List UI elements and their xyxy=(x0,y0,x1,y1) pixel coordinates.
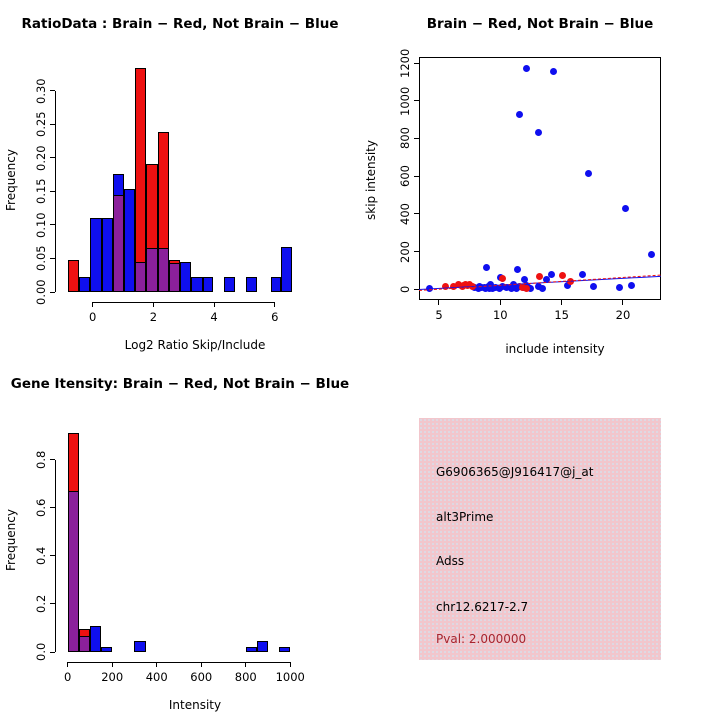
y-axis-tick xyxy=(50,292,55,293)
histogram-bar-blue xyxy=(246,647,257,652)
y-axis-tick-label: 0.0 xyxy=(34,642,48,662)
y-axis-tick-label: 1200 xyxy=(398,48,412,78)
histogram-bar-purple xyxy=(68,491,79,652)
chromosome-location-text: chr12.6217-2.7 xyxy=(436,600,529,614)
y-axis-line xyxy=(55,91,56,292)
x-axis-tick xyxy=(274,302,275,307)
scatter-point-blue xyxy=(622,205,629,212)
plot-frame xyxy=(419,57,661,300)
histogram-bar-red xyxy=(135,68,146,292)
y-axis-tick-label: 0.10 xyxy=(34,212,48,238)
histogram-bar-blue xyxy=(191,277,202,292)
histogram-bar-purple xyxy=(79,636,90,652)
scatter-point-blue xyxy=(648,251,655,258)
y-axis-tick-label: 0.20 xyxy=(34,145,48,171)
histogram-bar-purple xyxy=(135,262,146,292)
y-axis-tick xyxy=(50,258,55,259)
y-axis-tick xyxy=(50,507,55,508)
histogram-bar-blue xyxy=(203,277,214,292)
x-axis-tick-label: 5 xyxy=(435,308,443,322)
histogram-bar-blue xyxy=(271,277,282,292)
y-axis-label: skip intensity xyxy=(364,140,378,220)
y-axis-tick-label: 200 xyxy=(398,240,412,263)
gene-info-box xyxy=(419,418,661,660)
ratio-histogram-panel xyxy=(0,0,360,360)
x-axis-tick-label: 15 xyxy=(554,308,569,322)
scatter-point-blue xyxy=(585,170,592,177)
histogram-bar-blue xyxy=(134,641,145,652)
scatter-point-blue xyxy=(523,65,530,72)
scatter-point-red xyxy=(523,285,530,292)
x-axis-label: Log2 Ratio Skip/Include xyxy=(124,338,266,352)
x-axis-tick xyxy=(153,302,154,307)
y-axis-tick-label: 800 xyxy=(398,127,412,150)
y-axis-tick xyxy=(50,191,55,192)
x-axis-label: include intensity xyxy=(505,342,605,356)
x-axis-tick-label: 0 xyxy=(89,310,97,324)
y-axis-tick xyxy=(50,157,55,158)
y-axis-label: Frequency xyxy=(4,149,18,211)
y-axis-tick-label: 0.6 xyxy=(34,498,48,518)
histogram-bar-blue xyxy=(257,641,268,652)
x-axis-tick xyxy=(201,662,202,667)
chart-title: Gene Itensity: Brain − Red, Not Brain − Blue xyxy=(10,376,350,392)
chart-title: RatioData : Brain − Red, Not Brain − Blue xyxy=(21,16,339,32)
x-axis-tick xyxy=(156,662,157,667)
x-axis-tick-label: 6 xyxy=(271,310,279,324)
y-axis-tick-label: 600 xyxy=(398,165,412,188)
y-axis-tick-label: 400 xyxy=(398,202,412,225)
y-axis-tick-label: 0.30 xyxy=(34,78,48,104)
y-axis-tick-label: 0 xyxy=(398,285,412,293)
x-axis-tick-label: 800 xyxy=(234,670,257,684)
scatter-point-blue xyxy=(514,266,521,273)
y-axis-tick-label: 1000 xyxy=(398,86,412,116)
scatter-point-blue xyxy=(616,284,623,291)
histogram-bar-blue xyxy=(102,218,113,292)
histogram-bar-blue xyxy=(79,277,90,292)
x-axis-tick-label: 2 xyxy=(149,310,158,324)
scatter-point-blue xyxy=(579,271,586,278)
y-axis-tick xyxy=(414,138,419,139)
ratio-histogram-plot xyxy=(0,0,360,360)
y-axis-tick-label: 0.8 xyxy=(34,450,48,470)
y-axis-tick xyxy=(50,459,55,460)
x-axis-tick-label: 600 xyxy=(190,670,213,684)
y-axis-tick-label: 0.25 xyxy=(34,111,48,138)
chart-title: Brain − Red, Not Brain − Blue xyxy=(426,16,654,32)
histogram-bar-red xyxy=(68,260,79,292)
y-axis-tick xyxy=(50,555,55,556)
x-axis-tick-label: 400 xyxy=(145,670,168,684)
histogram-bar-blue xyxy=(124,189,135,292)
y-axis-line xyxy=(55,460,56,652)
x-axis-tick xyxy=(438,300,439,305)
x-axis-tick-label: 20 xyxy=(615,308,631,322)
y-axis-tick xyxy=(414,251,419,252)
histogram-bar-blue xyxy=(101,647,112,652)
histogram-bar-blue xyxy=(246,277,257,292)
histogram-bar-purple xyxy=(113,195,124,292)
x-axis-tick xyxy=(67,662,68,667)
x-axis-tick-label: 0 xyxy=(64,670,72,684)
y-axis-tick-label: 0.4 xyxy=(34,546,48,566)
histogram-bar-purple xyxy=(146,248,157,292)
x-axis-tick xyxy=(92,302,93,307)
x-axis-tick-label: 10 xyxy=(492,308,508,322)
histogram-bar-blue xyxy=(180,262,191,292)
histogram-bar-blue xyxy=(224,277,235,292)
x-axis-line xyxy=(93,302,275,303)
y-axis-tick xyxy=(414,213,419,214)
x-axis-tick xyxy=(290,662,291,667)
histogram-bar-blue xyxy=(281,247,292,292)
y-axis-tick-label: 0.05 xyxy=(34,245,48,272)
y-axis-tick-label: 0.15 xyxy=(34,178,48,205)
y-axis-tick xyxy=(50,603,55,604)
histogram-bar-blue xyxy=(90,218,102,292)
x-axis-label: Intensity xyxy=(168,698,222,712)
x-axis-tick xyxy=(500,300,501,305)
y-axis-tick xyxy=(50,652,55,653)
x-axis-line xyxy=(68,662,291,663)
y-axis-label: Frequency xyxy=(4,509,18,571)
histogram-bar-blue xyxy=(279,647,290,652)
x-axis-tick xyxy=(112,662,113,667)
intensity-scatter-plot xyxy=(360,0,720,360)
y-axis-tick-label: 0.00 xyxy=(34,279,48,305)
gene-intensity-histogram-plot xyxy=(0,360,360,720)
scatter-point-blue xyxy=(548,271,555,278)
y-axis-tick xyxy=(414,100,419,101)
y-axis-tick-label: 0.2 xyxy=(34,594,48,614)
histogram-bar-blue xyxy=(90,626,101,652)
scatter-point-blue xyxy=(535,129,542,136)
x-axis-tick-label: 4 xyxy=(210,310,218,324)
x-axis-tick xyxy=(245,662,246,667)
gene-intensity-histogram-panel xyxy=(0,360,360,720)
x-axis-tick-label: 1000 xyxy=(275,670,305,684)
intensity-scatter-panel xyxy=(360,0,720,360)
histogram-bar-purple xyxy=(169,263,180,292)
x-axis-tick xyxy=(561,300,562,305)
probe-id-text: G6906365@J916417@j_at xyxy=(436,465,594,479)
gene-name-text: Adss xyxy=(436,554,465,568)
y-axis-tick xyxy=(50,224,55,225)
x-axis-tick xyxy=(214,302,215,307)
x-axis-tick-label: 200 xyxy=(101,670,124,684)
y-axis-tick xyxy=(414,63,419,64)
scatter-point-blue xyxy=(539,285,546,292)
splice-type-text: alt3Prime xyxy=(436,510,494,524)
y-axis-tick xyxy=(50,90,55,91)
y-axis-tick xyxy=(414,176,419,177)
x-axis-tick xyxy=(622,300,623,305)
y-axis-tick xyxy=(50,124,55,125)
pval-text: Pval: 2.000000 xyxy=(436,632,527,646)
histogram-bar-purple xyxy=(158,248,169,292)
gene-info-panel xyxy=(360,360,720,720)
